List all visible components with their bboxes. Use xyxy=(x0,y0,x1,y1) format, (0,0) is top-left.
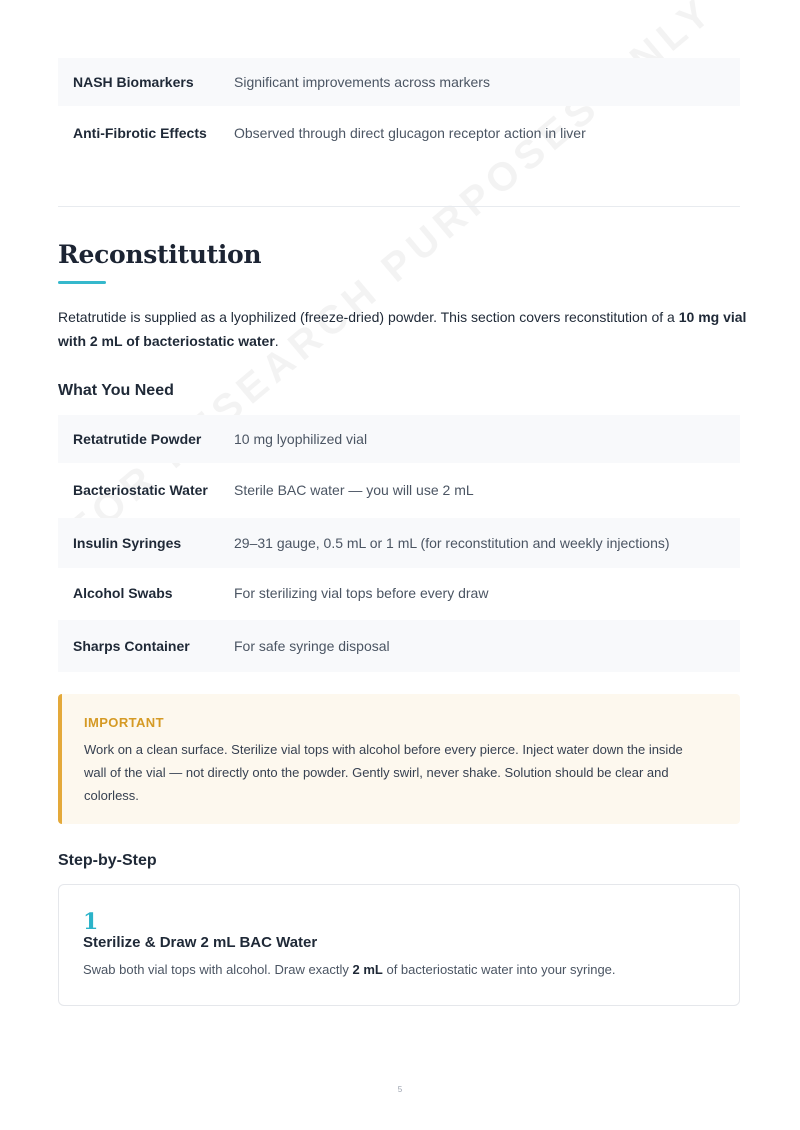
step-body xyxy=(83,962,616,977)
page-number: 5 xyxy=(397,1085,403,1094)
row-label: Sharps Container xyxy=(73,638,190,654)
table-row xyxy=(58,569,740,617)
step-by-step-heading: Step-by-Step xyxy=(58,852,157,869)
section-intro xyxy=(58,305,748,353)
step-body-end: of bacteriostatic water into your syringe. xyxy=(382,962,616,977)
section-title: Reconstitution xyxy=(58,240,262,269)
table-row xyxy=(58,518,740,568)
intro-bold: 10 mg vial with 2 mL of bacteriostatic water xyxy=(58,309,747,349)
step-body-bold: 2 mL xyxy=(352,962,383,977)
row-label: Alcohol Swabs xyxy=(73,585,173,601)
step-title: Sterilize & Draw 2 mL BAC Water xyxy=(83,934,318,951)
row-label: NASH Biomarkers xyxy=(73,74,194,90)
row-label: Retatrutide Powder xyxy=(73,431,202,447)
row-value: For safe syringe disposal xyxy=(234,638,390,654)
important-callout xyxy=(58,694,740,824)
row-value: Observed through direct glucagon receptor action in liver xyxy=(234,125,586,141)
intro-text: Retatrutide is supplied as a lyophilized (freeze-dried) powder. This section covers reconstitution of a xyxy=(58,309,679,325)
section-divider xyxy=(58,206,740,207)
table-row xyxy=(58,466,740,514)
step-number: 1 xyxy=(83,909,99,935)
table-row xyxy=(58,415,740,463)
what-you-need-heading: What You Need xyxy=(58,382,174,399)
row-value: Sterile BAC water — you will use 2 mL xyxy=(234,482,474,498)
callout-body: Work on a clean surface. Sterilize vial tops with alcohol before every pierce. Inject water down the inside wall of the vial — not directly onto the powder. Gently swirl, never shake. Solution should be clear and colorless. xyxy=(84,742,683,803)
table-row xyxy=(58,58,740,106)
step-body-text: Swab both vial tops with alcohol. Draw exactly xyxy=(83,962,353,977)
row-label: Bacteriostatic Water xyxy=(73,482,208,498)
callout-title: IMPORTANT xyxy=(84,715,164,730)
step-card xyxy=(58,884,740,1006)
table-row xyxy=(58,109,740,157)
table-row xyxy=(58,620,740,672)
row-value: 10 mg lyophilized vial xyxy=(234,431,368,447)
title-underline xyxy=(58,281,106,284)
row-value: 29–31 gauge, 0.5 mL or 1 mL (for reconstitution and weekly injections) xyxy=(234,535,670,551)
row-label: Anti-Fibrotic Effects xyxy=(73,125,207,141)
intro-end: . xyxy=(274,333,279,349)
row-label: Insulin Syringes xyxy=(73,535,182,551)
row-value: Significant improvements across markers xyxy=(234,74,490,90)
row-value: For sterilizing vial tops before every draw xyxy=(234,585,489,601)
